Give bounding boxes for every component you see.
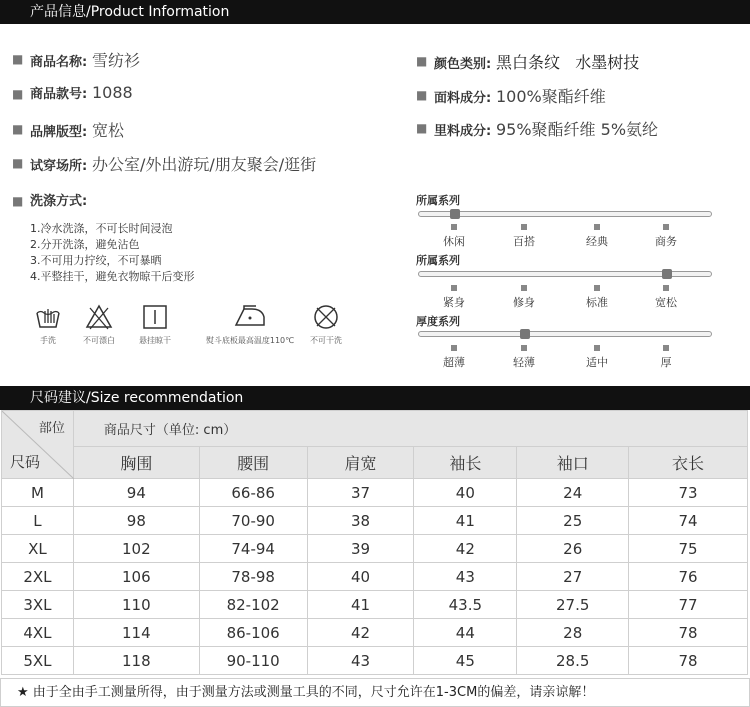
care-label: 不可漂白 [83, 336, 115, 345]
table-corner-cell [2, 411, 74, 479]
value-cell: 37 [307, 479, 414, 507]
column-header: 肩宽 [307, 447, 414, 479]
no-bleach-icon [85, 303, 113, 331]
value-cell: 82-102 [199, 591, 307, 619]
info-value: 1088 [91, 83, 133, 102]
value-cell: 78-98 [199, 563, 307, 591]
care-no-dry-clean [286, 303, 366, 346]
series-option: 标准 [586, 296, 608, 309]
info-color [416, 50, 640, 73]
info-fabric [416, 84, 606, 107]
table-row [2, 647, 748, 675]
series-option: 宽松 [655, 296, 677, 309]
value-cell: 110 [73, 591, 199, 619]
value-cell: 27 [517, 563, 629, 591]
slider-tick [521, 285, 527, 291]
info-key: 试穿场所: [30, 159, 88, 174]
value-cell: 114 [73, 619, 199, 647]
value-cell: 27.5 [517, 591, 629, 619]
value-cell: 75 [629, 535, 748, 563]
info-lining [416, 117, 659, 140]
series-option: 厚 [660, 356, 672, 369]
series-option: 经典 [586, 235, 608, 248]
table-row [2, 535, 748, 563]
slider-tick [594, 345, 600, 351]
series-thickness-track [418, 331, 712, 337]
table-row [2, 591, 748, 619]
info-key: 商品名称: [30, 55, 88, 70]
value-cell: 40 [414, 479, 517, 507]
value-cell: 90-110 [199, 647, 307, 675]
value-cell: 78 [629, 619, 748, 647]
value-cell: 41 [307, 591, 414, 619]
value-cell: 25 [517, 507, 629, 535]
value-cell: 44 [414, 619, 517, 647]
info-key: 洗涤方式: [30, 194, 88, 209]
value-cell: 28.5 [517, 647, 629, 675]
care-label: 手洗 [40, 336, 56, 345]
series-thickness-title: 厚度系列 [416, 315, 460, 328]
wash-instructions [30, 221, 195, 285]
table-row [2, 619, 748, 647]
value-cell: 43.5 [414, 591, 517, 619]
series-option: 百搭 [513, 235, 535, 248]
bullet-icon: ■ [416, 121, 428, 135]
size-cell: 5XL [2, 647, 74, 675]
bullet-icon: ■ [12, 122, 24, 136]
series-option: 休闲 [443, 235, 465, 248]
info-key: 颜色类别: [434, 57, 492, 72]
slider-tick [521, 224, 527, 230]
size-cell: 4XL [2, 619, 74, 647]
slider-tick [521, 345, 527, 351]
care-label: 不可干洗 [310, 336, 342, 345]
wash-line: 3.不可用力拧绞，不可暴晒 [30, 254, 162, 267]
info-fit [12, 118, 124, 141]
size-recommendation-header: 尺码建议/Size recommendation [0, 386, 750, 410]
value-cell: 102 [73, 535, 199, 563]
column-header: 腰围 [199, 447, 307, 479]
corner-label-size: 尺码 [10, 453, 41, 471]
slider-tick [451, 345, 457, 351]
no-dry-clean-icon [312, 303, 340, 331]
slider-tick [663, 224, 669, 230]
value-cell: 118 [73, 647, 199, 675]
info-product-code [12, 83, 133, 102]
size-cell: 3XL [2, 591, 74, 619]
value-cell: 76 [629, 563, 748, 591]
info-value: 100%聚酯纤维 [495, 87, 606, 106]
size-cell: M [2, 479, 74, 507]
table-row [2, 479, 748, 507]
value-cell: 94 [73, 479, 199, 507]
value-cell: 38 [307, 507, 414, 535]
bullet-icon: ■ [416, 88, 428, 102]
care-label: 悬挂晾干 [139, 336, 171, 345]
slider-tick [451, 224, 457, 230]
care-hang-dry [115, 303, 195, 346]
column-header: 袖长 [414, 447, 517, 479]
series-fit-track [418, 271, 712, 277]
value-cell: 42 [414, 535, 517, 563]
value-cell: 43 [414, 563, 517, 591]
column-header: 衣长 [629, 447, 748, 479]
measurement-footnote: ★ 由于全由手工测量所得，由于测量方法或测量工具的不同，尺寸允许在1-3CM的偏差，请亲谅解！ [0, 678, 750, 707]
value-cell: 45 [414, 647, 517, 675]
value-cell: 39 [307, 535, 414, 563]
iron-icon [232, 303, 268, 331]
corner-label-part: 部位 [38, 421, 65, 436]
series-style-title: 所属系列 [416, 194, 460, 207]
info-occasion [12, 152, 317, 175]
value-cell: 74-94 [199, 535, 307, 563]
info-key: 品牌版型: [30, 125, 88, 140]
value-cell: 86-106 [199, 619, 307, 647]
slider-knob [662, 269, 672, 279]
size-cell: 2XL [2, 563, 74, 591]
hang-dry-icon [141, 303, 169, 331]
unit-label: 商品尺寸（单位: cm） [73, 411, 747, 447]
info-value: 95%聚酯纤维 5%氨纶 [495, 120, 659, 139]
value-cell: 43 [307, 647, 414, 675]
info-product-name [12, 48, 140, 71]
size-cell: L [2, 507, 74, 535]
series-option: 超薄 [443, 356, 465, 369]
bullet-icon: ■ [12, 87, 24, 101]
value-cell: 74 [629, 507, 748, 535]
info-value: 宽松 [91, 121, 124, 140]
info-wash-method [12, 190, 88, 209]
series-option: 紧身 [443, 296, 465, 309]
product-info-header: 产品信息/Product Information [0, 0, 750, 24]
info-key: 商品款号: [30, 87, 88, 102]
column-header: 胸围 [73, 447, 199, 479]
hand-wash-icon [34, 303, 62, 331]
wash-line: 4.平整挂干，避免衣物晾干后变形 [30, 270, 195, 283]
series-option: 适中 [586, 356, 608, 369]
slider-tick [663, 285, 669, 291]
wash-line: 1.冷水洗涤，不可长时间浸泡 [30, 222, 173, 235]
series-option: 商务 [655, 235, 677, 248]
info-key: 里料成分: [434, 124, 492, 139]
value-cell: 42 [307, 619, 414, 647]
series-style-track [418, 211, 712, 217]
value-cell: 98 [73, 507, 199, 535]
value-cell: 70-90 [199, 507, 307, 535]
info-value: 办公室/外出游玩/朋友聚会/逛街 [91, 155, 317, 174]
value-cell: 78 [629, 647, 748, 675]
size-cell: XL [2, 535, 74, 563]
slider-tick [594, 224, 600, 230]
value-cell: 28 [517, 619, 629, 647]
value-cell: 24 [517, 479, 629, 507]
bullet-icon: ■ [416, 54, 428, 68]
info-key: 面料成分: [434, 91, 492, 106]
column-header: 袖口 [517, 447, 629, 479]
care-label: 熨斗底板最高温度110℃ [205, 336, 295, 345]
value-cell: 41 [414, 507, 517, 535]
table-row [2, 507, 748, 535]
wash-line: 2.分开洗涤，避免沾色 [30, 238, 140, 251]
table-row [2, 563, 748, 591]
value-cell: 73 [629, 479, 748, 507]
slider-tick [663, 345, 669, 351]
slider-knob [450, 209, 460, 219]
value-cell: 26 [517, 535, 629, 563]
slider-tick [594, 285, 600, 291]
bullet-icon: ■ [12, 194, 24, 208]
size-table [1, 410, 748, 675]
slider-tick [451, 285, 457, 291]
info-value: 雪纺衫 [91, 51, 140, 70]
series-fit-title: 所属系列 [416, 254, 460, 267]
bullet-icon: ■ [12, 52, 24, 66]
series-option: 轻薄 [513, 356, 535, 369]
info-value: 黑白条纹 水墨树技 [495, 53, 640, 72]
series-option: 修身 [513, 296, 535, 309]
slider-knob [520, 329, 530, 339]
value-cell: 66-86 [199, 479, 307, 507]
value-cell: 106 [73, 563, 199, 591]
value-cell: 40 [307, 563, 414, 591]
value-cell: 77 [629, 591, 748, 619]
bullet-icon: ■ [12, 156, 24, 170]
